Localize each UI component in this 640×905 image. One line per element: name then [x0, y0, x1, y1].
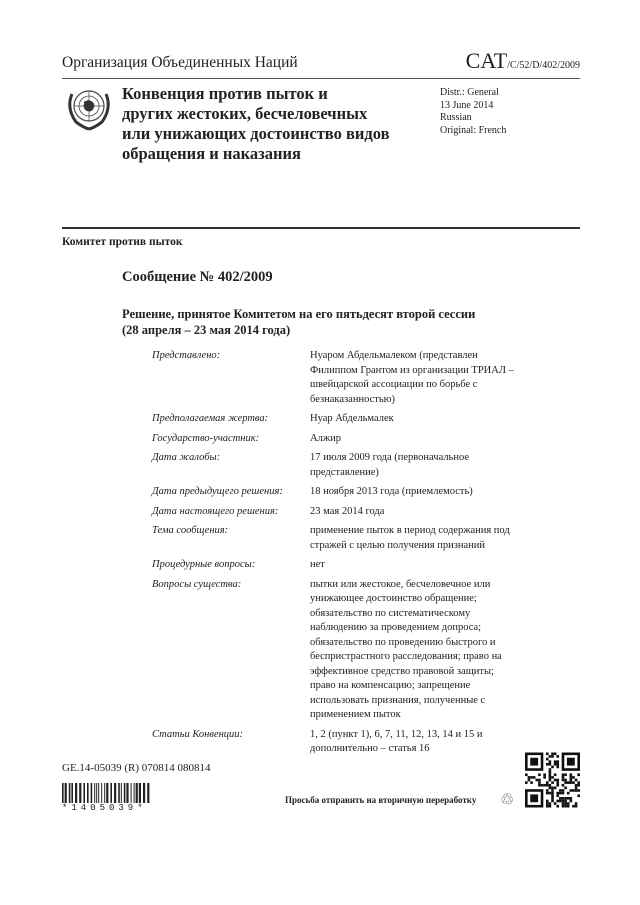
- table-row: [152, 349, 522, 407]
- row-value: 17 июля 2009 года (первоначальное представление): [310, 452, 470, 478]
- table-row: [152, 485, 522, 500]
- row-value: пытки или жестокое, бесчеловечное или унижающее достоинство обращение; обязательство по систематическому наблюдению за проведением допроса; обязательство по проведению быстрого и беспристрастного расследования; право на эффективное средство правовой защиты; право на компенсацию; запрещение использовать признания, полученные с применением пыток: [310, 578, 502, 720]
- communication-number: Сообщение № 402/2009: [122, 269, 273, 285]
- row-label: Дата жалобы:: [152, 452, 221, 463]
- row-label: Статьи Конвенции:: [152, 728, 244, 740]
- title-divider: [62, 227, 580, 229]
- row-label: Вопросы существа:: [152, 578, 242, 590]
- document-symbol: [466, 48, 580, 74]
- qr-code-icon: [525, 752, 580, 808]
- title-line: других жестоких, бесчеловечных: [122, 104, 368, 123]
- decision-heading: [122, 306, 522, 338]
- recycle-icon: ♲: [500, 792, 515, 809]
- distribution-info: [440, 87, 506, 137]
- case-details-table: [152, 349, 522, 762]
- barcode-icon: [62, 783, 152, 803]
- row-label: Дата предыдущего решения:: [152, 486, 283, 497]
- row-label: Дата настоящего решения:: [152, 505, 279, 517]
- decision-line: Решение, принятое Комитетом на его пятьдесят второй сессии: [122, 307, 476, 321]
- row-value: Нуаром Абдельмалеком (представлен Филиппом Грантом из организации ТРИАЛ – швейцарской ассоциации по борьбе с безнаказанностью): [310, 350, 514, 405]
- recycle-note: Просьба отправить на вторичную переработку: [285, 795, 477, 805]
- distr-language: Russian: [440, 112, 472, 123]
- row-value: Алжир: [310, 432, 341, 444]
- document-title: [122, 84, 389, 164]
- table-row: [152, 505, 522, 520]
- row-value: 18 ноября 2013 года (приемлемость): [310, 486, 473, 497]
- document-code: GE.14-05039 (R) 070814 080814: [62, 762, 211, 774]
- title-line: обращения и наказания: [122, 144, 301, 163]
- distr-line: Distr.: General: [440, 87, 499, 98]
- table-row: [152, 432, 522, 447]
- symbol-main: CAT: [465, 48, 508, 73]
- committee-name: Комитет против пыток: [62, 236, 183, 248]
- table-row: [152, 524, 522, 553]
- row-value: 1, 2 (пункт 1), 6, 7, 11, 12, 13, 14 и 15 и дополнительно – статья 16: [310, 728, 483, 754]
- row-label: Процедурные вопросы:: [152, 559, 256, 570]
- row-value: Нуар Абдельмалек: [310, 413, 394, 424]
- table-row: [152, 451, 522, 480]
- organization-name: Организация Объединенных Наций: [62, 54, 298, 71]
- decision-line: (28 апреля – 23 мая 2014 года): [122, 323, 291, 337]
- row-label: Тема сообщения:: [152, 525, 229, 536]
- distr-date: 13 June 2014: [440, 99, 494, 111]
- row-label: Представлено:: [152, 350, 221, 361]
- table-row: [152, 558, 522, 573]
- title-line: Конвенция против пыток и: [122, 84, 328, 103]
- row-value: 23 мая 2014 года: [310, 505, 385, 517]
- title-line: или унижающих достоинство видов: [122, 124, 390, 143]
- symbol-rest: /C/52/D/402/2009: [507, 60, 580, 71]
- row-label: Предполагаемая жертва:: [152, 413, 269, 424]
- table-row: [152, 412, 522, 427]
- table-row: [152, 578, 522, 723]
- header-divider: [62, 78, 580, 79]
- row-value: применение пыток в период содержания под стражей с целью получения признаний: [310, 525, 510, 551]
- row-label: Государство-участник:: [152, 432, 260, 444]
- row-value: нет: [310, 559, 325, 570]
- table-row: [152, 728, 522, 757]
- un-emblem-icon: [64, 82, 114, 132]
- distr-original: Original: French: [440, 124, 507, 136]
- barcode-number: *1405039*: [62, 803, 147, 813]
